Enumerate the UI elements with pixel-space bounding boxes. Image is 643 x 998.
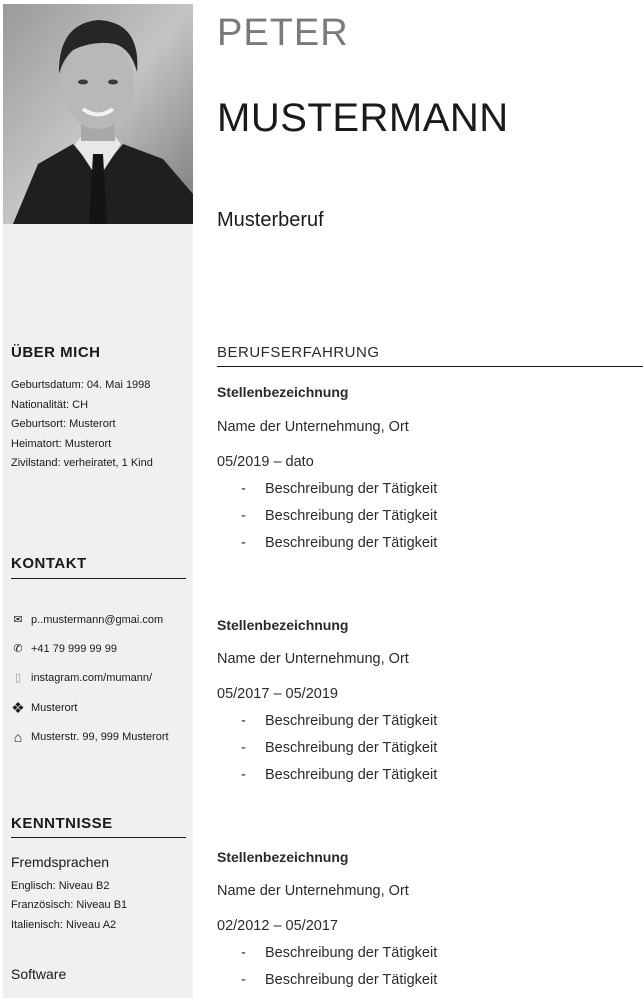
contact-email[interactable] [11, 613, 163, 626]
job-title: Stellenbezeichnung [217, 849, 349, 865]
first-name: PETER [217, 12, 349, 54]
contact-heading: KONTAKT [11, 555, 87, 572]
job-company: Name der Unternehmung, Ort [217, 651, 409, 667]
language-item: Englisch: Niveau B2 [11, 880, 110, 892]
job-bullet: - Beschreibung der Tätigkeit [241, 481, 438, 497]
contact-divider [11, 578, 186, 579]
job-bullet: - Beschreibung der Tätigkeit [241, 972, 438, 988]
about-item: Nationalität: CH [11, 399, 89, 411]
job-date: 05/2019 – dato [217, 454, 314, 470]
job-date: 05/2017 – 05/2019 [217, 686, 338, 702]
profile-photo [3, 4, 193, 224]
contact-phone-text: +41 79 999 99 99 [31, 642, 117, 655]
skills-heading: KENNTNISSE [11, 815, 113, 832]
job-bullet: - Beschreibung der Tätigkeit [241, 740, 438, 756]
sidebar [3, 4, 193, 998]
about-item: Zivilstand: verheiratet, 1 Kind [11, 457, 153, 469]
phone-icon: ✆ [13, 643, 23, 655]
home-icon: ⌂ [13, 729, 23, 745]
experience-divider [217, 366, 643, 367]
contact-email-text: p..mustermann@gmai.com [31, 613, 164, 626]
job-bullet: - Beschreibung der Tätigkeit [241, 945, 438, 961]
skills-divider [11, 837, 186, 838]
about-item: Geburtsdatum: 04. Mai 1998 [11, 379, 151, 391]
job-title: Stellenbezeichnung [217, 384, 349, 400]
envelope-icon: ✉ [13, 614, 23, 626]
profession: Musterberuf [217, 209, 324, 231]
contact-address-text: Musterstr. 99, 999 Musterort [31, 731, 169, 743]
job-bullet: - Beschreibung der Tätigkeit [241, 508, 438, 524]
location-icon: ❖ [11, 700, 25, 717]
contact-instagram[interactable] [11, 671, 152, 684]
portrait-illustration [3, 4, 193, 224]
software-heading: Software [11, 966, 67, 982]
job-date: 02/2012 – 05/2017 [217, 918, 338, 934]
job-bullet: - Beschreibung der Tätigkeit [241, 535, 438, 551]
contact-location [11, 699, 77, 717]
instagram-icon: ▯ [14, 672, 22, 684]
about-item: Geburtsort: Musterort [11, 418, 116, 430]
job-bullet: - Beschreibung der Tätigkeit [241, 713, 438, 729]
language-item: Italienisch: Niveau A2 [11, 919, 117, 931]
last-name: MUSTERMANN [217, 96, 509, 140]
about-heading: ÜBER MICH [11, 344, 101, 361]
contact-address [11, 729, 169, 745]
job-company: Name der Unternehmung, Ort [217, 883, 409, 899]
contact-location-text: Musterort [31, 702, 78, 714]
contact-phone[interactable] [11, 642, 117, 655]
job-company: Name der Unternehmung, Ort [217, 419, 409, 435]
about-item: Heimatort: Musterort [11, 438, 112, 450]
job-title: Stellenbezeichnung [217, 617, 349, 633]
contact-instagram-text: instagram.com/mumann/ [31, 671, 153, 684]
experience-heading: BERUFSERFAHRUNG [217, 344, 380, 361]
job-bullet: - Beschreibung der Tätigkeit [241, 767, 438, 783]
language-item: Französisch: Niveau B1 [11, 899, 128, 911]
languages-heading: Fremdsprachen [11, 854, 110, 870]
